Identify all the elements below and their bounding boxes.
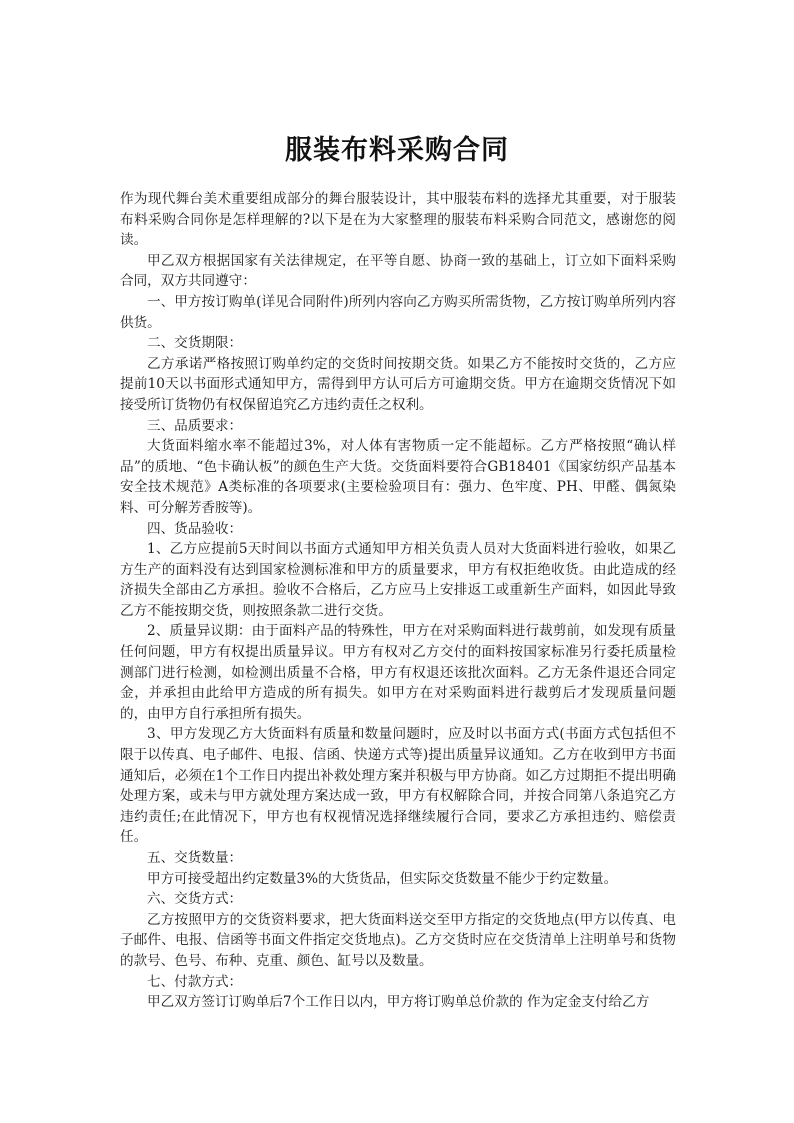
paragraph: 1、乙方应提前5天时间以书面方式通知甲方相关负责人员对大货面料进行验收，如果乙方生产的面料没有达到国家检测标准和甲方的质量要求，甲方有权拒绝收货。由此造成的经济损失全部由乙方承担。验收不合格后，乙方应马上安排返工或重新生产面料，如因此导致乙方不能按期交货，则按照条款二进行交货。 bbox=[120, 541, 676, 619]
paragraph: 3、甲方发现乙方大货面料有质量和数量问题时，应及时以书面方式(书面方式包括但不限于以传真、电子邮件、电报、信函、快递方式等)提出质量异议通知。乙方在收到甲方书面通知后，必须在1个工作日内提出补救处理方案并积极与甲方协商。如乙方过期拒不提出明确处理方案，或未与甲方就处理方案达成一致，甲方有权解除合同，并按合同第八条追究乙方违约责任;在此情况下，甲方也有权视情况选择继续履行合同，要求乙方承担违约、赔偿责任。 bbox=[120, 726, 676, 846]
paragraph: 二、交货期限： bbox=[147, 335, 243, 352]
paragraph: 三、品质要求： bbox=[147, 417, 243, 434]
paragraph: 六、交货方式： bbox=[147, 891, 243, 908]
paragraph: 五、交货数量： bbox=[147, 850, 243, 866]
paragraph: 2、质量异议期：由于面料产品的特殊性，甲方在对采购面料进行裁剪前，如发现有质量任何问题，甲方有权提出质量异议。甲方有权对乙方交付的面料按国家标准另行委托质量检测部门进行检测，如检测出质量不合格，甲方有权退还该批次面料。乙方无条件退还合同定金，并承担由此给甲方造成的所有损失。如甲方在对采购面料进行裁剪后才发现质量问题的，由甲方自行承担所有损失。 bbox=[120, 623, 676, 722]
paragraph: 甲乙双方根据国家有关法律规定，在平等自愿、协商一致的基础上，订立如下面料采购合同，双方共同遵守： bbox=[120, 252, 676, 290]
document-body bbox=[120, 189, 676, 1029]
paragraph: 乙方承诺严格按照订购单约定的交货时间按期交货。如果乙方不能按时交货的，乙方应提前10天以书面形式通知甲方，需得到甲方认可后方可逾期交货。甲方在逾期交货情况下如接受所订货物仍有权保留追究乙方违约责任之权利。 bbox=[120, 355, 676, 413]
paragraph: 四、货品验收： bbox=[147, 520, 243, 537]
paragraph: 甲乙双方签订订购单后7个工作日以内，甲方将订购单总价款的 作为定金支付给乙方 bbox=[147, 994, 650, 1011]
paragraph: 甲方可接受超出约定数量3%的大货货品，但实际交货数量不能少于约定数量。 bbox=[147, 870, 618, 887]
paragraph: 一、甲方按订购单(详见合同附件)所列内容向乙方购买所需货物，乙方按订购单所列内容供货。 bbox=[120, 293, 676, 331]
paragraph: 七、付款方式： bbox=[147, 973, 243, 990]
paragraph: 作为现代舞台美术重要组成部分的舞台服装设计，其中服装布料的选择尤其重要，对于服装布料采购合同你是怎样理解的?以下是在为大家整理的服装布料采购合同范文，感谢您的阅读。 bbox=[120, 191, 676, 249]
document-title: 服装布料采购合同 bbox=[285, 135, 509, 166]
paragraph: 大货面料缩水率不能超过3%，对人体有害物质一定不能超标。乙方严格按照“确认样品”的质地、“色卡确认板”的颜色生产大货。交货面料要符合GB18401《国家纺织产品基本安全技术规范》A类标准的各项要求(主要检验项目有：强力、色牢度、PH、甲醛、偶氮染料、可分解芳香胺等)。 bbox=[120, 438, 676, 516]
paragraph: 乙方按照甲方的交货资料要求，把大货面料送交至甲方指定的交货地点(甲方以传真、电子邮件、电报、信函等书面文件指定交货地点)。乙方交货时应在交货清单上注明单号和货物的款号、色号、布种、克重、颜色、缸号以及数量。 bbox=[120, 911, 676, 969]
